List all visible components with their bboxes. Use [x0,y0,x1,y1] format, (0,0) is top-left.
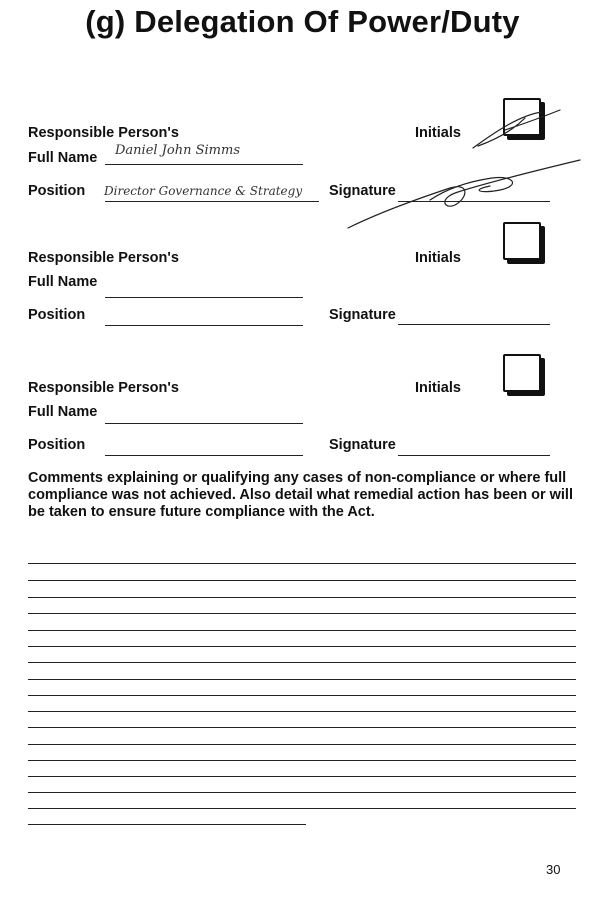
responsible-person-label: Responsible Person's [28,125,179,141]
comment-line[interactable] [28,776,576,777]
initials-label: Initials [415,380,461,396]
signature-label: Signature [329,183,396,199]
full-name-label: Full Name [28,150,98,166]
comment-line[interactable] [28,679,576,680]
full-name-label: Full Name [28,274,98,290]
comment-line[interactable] [28,563,576,564]
responsible-person-label: Responsible Person's [28,380,179,396]
initials-label: Initials [415,250,461,266]
page-number: 30 [546,862,561,877]
comment-line[interactable] [28,580,576,581]
signature-label: Signature [329,307,396,323]
comment-line[interactable] [28,613,576,614]
comment-line[interactable] [28,727,576,728]
signature-label: Signature [329,437,396,453]
comment-line[interactable] [28,597,576,598]
comments-instruction: Comments explaining or qualifying any cases of non-compliance or where full compliance was not achieved. Also detail what remedial action has been or will be taken to ensure future compliance with the Act. [28,470,573,520]
comment-line[interactable] [28,695,576,696]
full-name-label: Full Name [28,404,98,420]
comment-line[interactable] [28,760,576,761]
position-label: Position [28,437,86,453]
comment-line[interactable] [28,792,576,793]
comment-line[interactable] [28,662,576,663]
initials-label: Initials [415,125,461,141]
position-label: Position [28,307,86,323]
comment-line[interactable] [28,646,576,647]
comment-line[interactable] [28,824,306,825]
comment-line[interactable] [28,744,576,745]
position-label: Position [28,183,86,199]
responsible-person-label: Responsible Person's [28,250,179,266]
page-title: (g) Delegation Of Power/Duty [85,4,520,39]
comment-line[interactable] [28,630,576,631]
position-value[interactable]: Director Governance & Strategy [104,184,303,198]
full-name-value[interactable]: Daniel John Simms [115,143,240,158]
comment-line[interactable] [28,711,576,712]
comment-line[interactable] [28,808,576,809]
